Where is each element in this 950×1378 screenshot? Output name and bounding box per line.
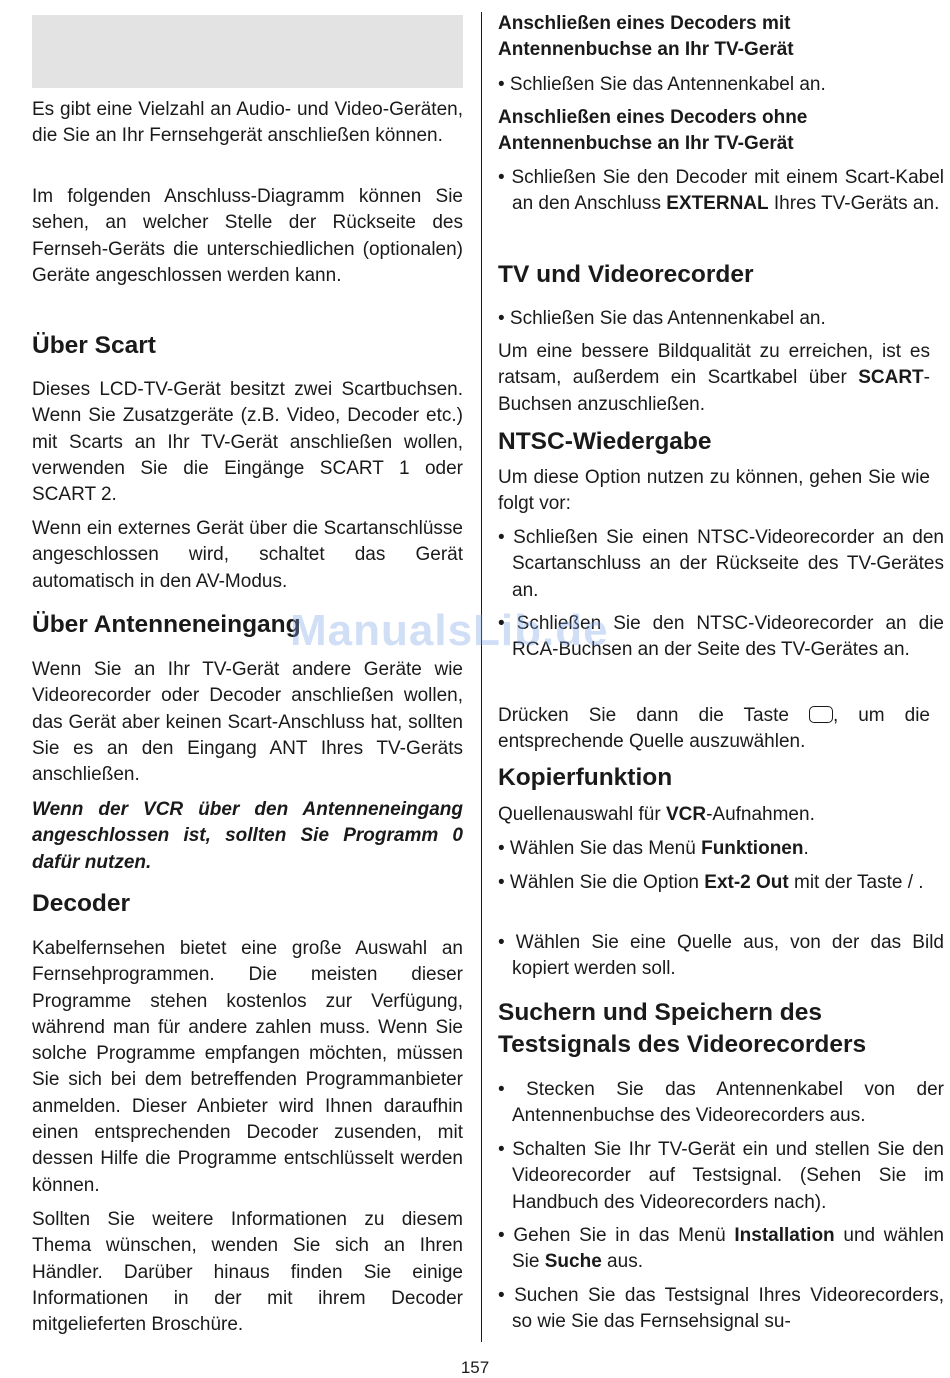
bullet-copy-1: • Wählen Sie das Menü Funktionen.	[498, 838, 809, 859]
bullet-search-3: • Gehen Sie in das Menü Installation und wählen Sie Suche aus.	[498, 1225, 944, 1273]
bullet-ntsc-2: • Schließen Sie den NTSC-Videorecorder an die RCA-Buchsen an der Seite des TV-Gerätes an.	[498, 613, 944, 661]
bullet-connect-antenna-1: • Schließen Sie das Antennenkabel an.	[498, 74, 826, 95]
bullet-search-2: • Schalten Sie Ihr TV-Gerät ein und stellen Sie den Videorecorder auf Testsignal. (Sehen Sie im Handbuch des Videorecorders nach).	[498, 1139, 944, 1213]
decoder-paragraph-2: Sollten Sie weitere Informationen zu diesem Thema wünschen, wenden Sie sich an Ihren Händler. Darüber hinaus finden Sie einige Informationen in der mit ihrem Decoder mitgelieferten Broschüre.	[32, 1209, 463, 1336]
heading-search-test-signal: Suchern und Speichern des Testsignals des Videorecorders	[498, 999, 867, 1058]
heading-scart: Über Scart	[32, 332, 156, 359]
page-number: 157	[460, 1358, 490, 1377]
ntsc-paragraph: Um diese Option nutzen zu können, gehen Sie wie folgt vor:	[498, 467, 930, 515]
decoder-paragraph-1: Kabelfernsehen bietet eine große Auswahl an Fernsehprogrammen. Die meisten dieser Programme stehen kostenlos zur Verfügung, während man für andere zahlen muss. Wenn Sie solche Programme empfangen möchten, müssen Sie sich bei dem betreffenden Programmanbieter anmelden. Dieser Anbieter wird Ihnen daraufhin einen entsprechenden Decoder zusenden, mit dessen Hilfe die Programme entschlüsselt werden können.	[32, 938, 463, 1196]
bullet-copy-3: • Wählen Sie eine Quelle aus, von der das Bild kopiert werden soll.	[498, 932, 944, 980]
scart-paragraph-2: Wenn ein externes Gerät über die Scartanschlüsse angeschlossen wird, schaltet das Gerät automatisch in den AV-Modus.	[32, 518, 463, 592]
copy-paragraph: Quellenauswahl für VCR-Aufnahmen.	[498, 804, 815, 825]
bullet-search-1: • Stecken Sie das Antennenkabel von der Antennenbuchse des Videorecorders aus.	[498, 1079, 944, 1127]
antenna-paragraph: Wenn Sie an Ihr TV-Gerät andere Geräte wie Videorecorder oder Decoder anschließen wollen, das Gerät aber keinen Scart-Anschluss hat, sollten Sie es an den Eingang ANT Ihres TV-Geräts anschließen.	[32, 659, 463, 786]
bullet-search-4: • Suchen Sie das Testsignal Ihres Videorecorders, so wie Sie das Fernsehsignal su-	[498, 1285, 944, 1333]
heading-ntsc: NTSC-Wiedergabe	[498, 428, 712, 455]
bullet-connect-decoder-scart: • Schließen Sie den Decoder mit einem Scart-Kabel an den Anschluss EXTERNAL Ihres TV-Geräts an.	[498, 167, 944, 215]
heading-decoder-with-antenna: Anschließen eines Decoders mit Antennenbuchse an Ihr TV-Gerät	[498, 13, 794, 61]
column-divider	[481, 12, 482, 1342]
watermark: ManualsLib.de	[290, 606, 609, 655]
bullet-ntsc-1: • Schließen Sie einen NTSC-Videorecorder an den Scartanschluss an der Rückseite des TV-Gerätes an.	[498, 527, 944, 601]
heading-decoder: Decoder	[32, 890, 131, 917]
bullet-connect-antenna-2: • Schließen Sie das Antennenkabel an.	[498, 308, 826, 329]
bullet-copy-2: • Wählen Sie die Option Ext-2 Out mit der Taste / .	[498, 872, 924, 893]
source-key-icon	[809, 706, 833, 723]
heading-tv-vcr: TV und Videorecorder	[498, 261, 754, 288]
intro-paragraph-1: Es gibt eine Vielzahl an Audio- und Video-Geräten, die Sie an Ihr Fernsehgerät anschließen können.	[32, 99, 463, 147]
tv-vcr-paragraph: Um eine bessere Bildqualität zu erreichen, ist es ratsam, außerdem ein Scartkabel über SCART-Buchsen anzuschließen.	[498, 341, 930, 415]
heading-decoder-without-antenna: Anschließen eines Decoders ohne Antennenbuchse an Ihr TV-Gerät	[498, 107, 808, 155]
heading-copy-function: Kopierfunktion	[498, 764, 673, 791]
antenna-note: Wenn der VCR über den Antenneneingang angeschlossen ist, sollten Sie Programm 0 dafür nutzen.	[32, 799, 463, 873]
press-key-paragraph: Drücken Sie dann die Taste , um die entsprechende Quelle auszuwählen.	[498, 705, 930, 753]
heading-antenna: Über Antenneneingang	[32, 611, 301, 638]
header-gray-box	[32, 15, 463, 88]
scart-paragraph-1: Dieses LCD-TV-Gerät besitzt zwei Scartbuchsen. Wenn Sie Zusatzgeräte (z.B. Video, Decoder etc.) mit Scarts an Ihr TV-Gerät anschließen wollen, verwenden Sie die Eingänge SCART 1 oder SCART 2.	[32, 379, 463, 506]
intro-paragraph-2: Im folgenden Anschluss-Diagramm können Sie sehen, an welcher Stelle der Rückseite des Fernseh-Geräts die unterschiedlichen (optionalen) Geräte angeschlossen werden kann.	[32, 186, 463, 286]
